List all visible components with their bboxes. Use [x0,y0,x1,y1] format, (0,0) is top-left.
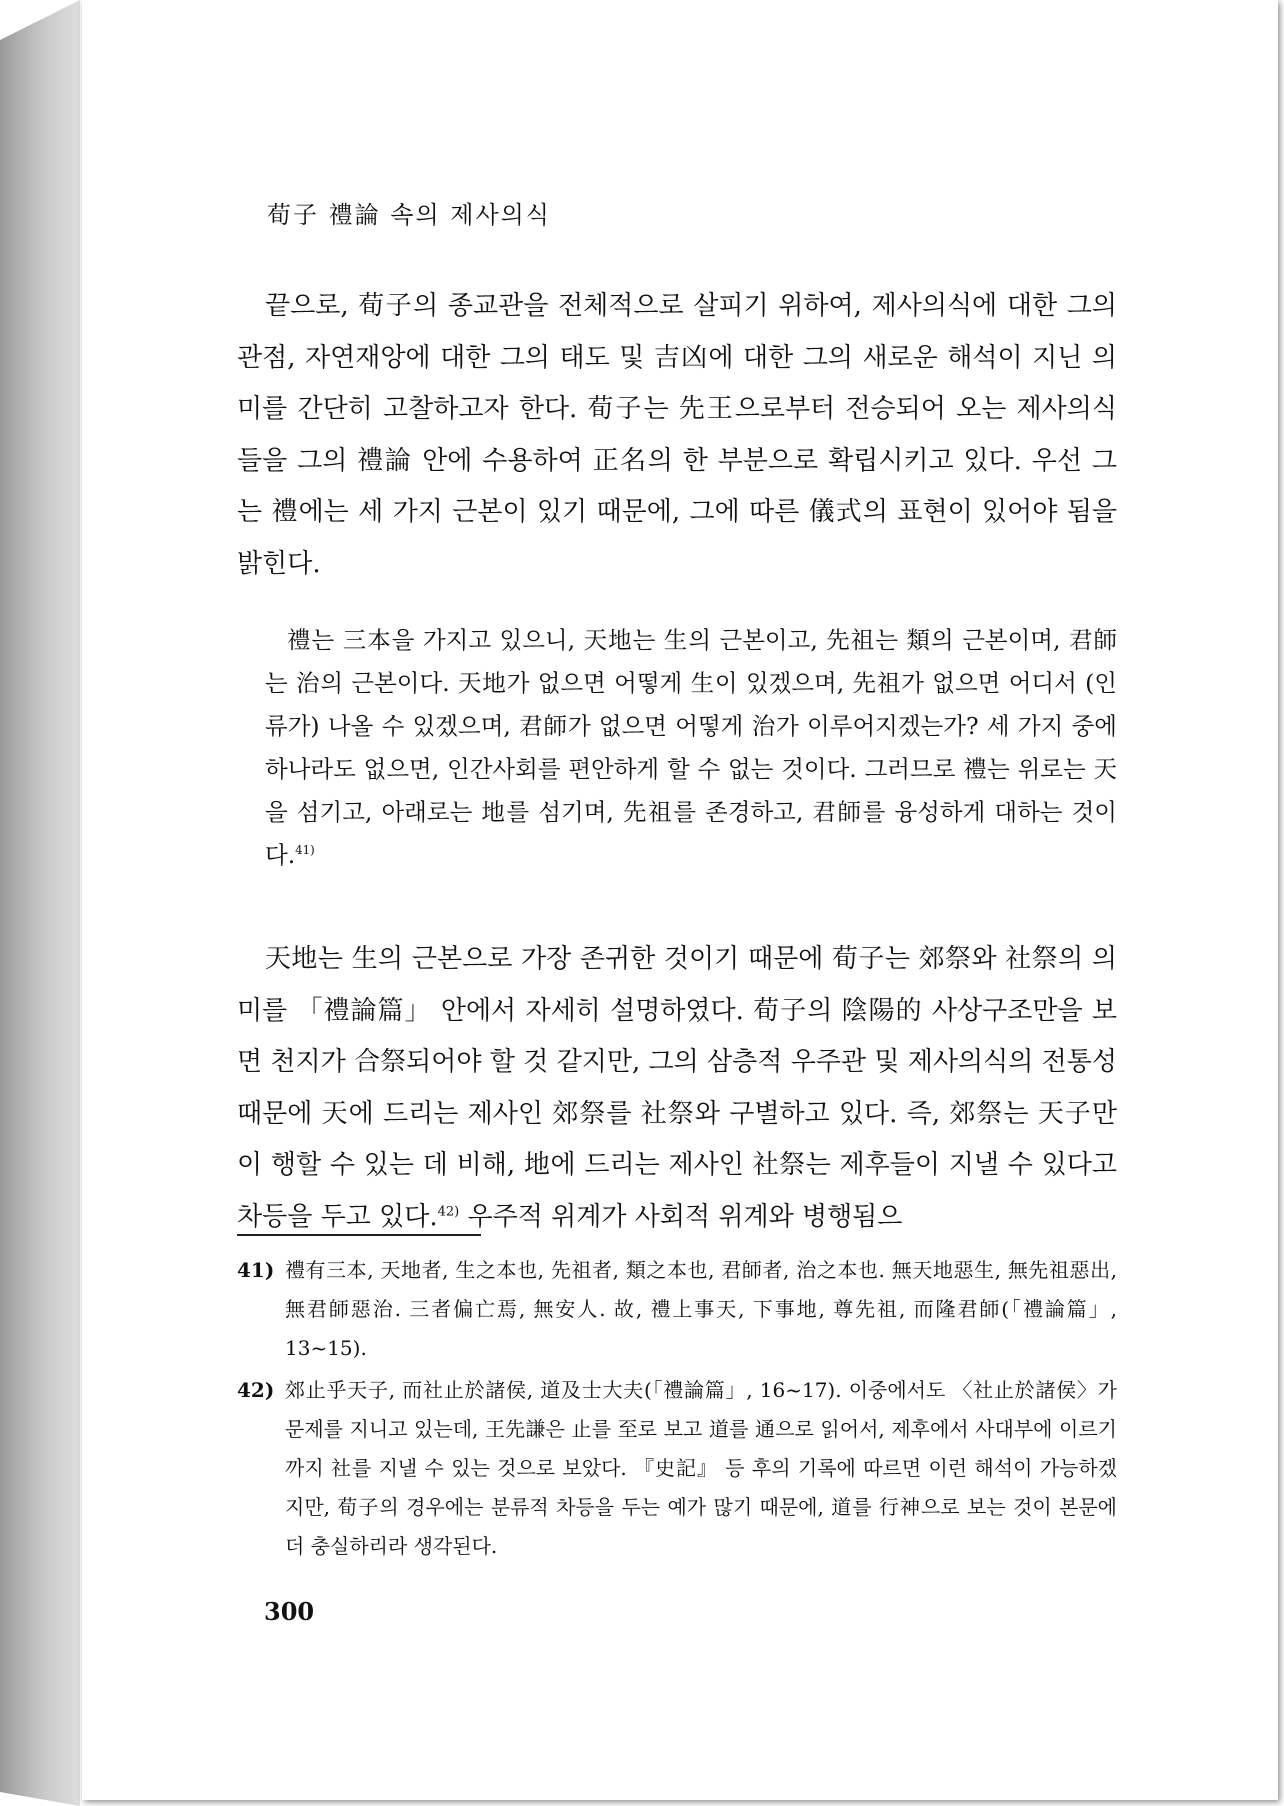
block-quote-text: 禮는 三本을 가지고 있으니, 天地는 生의 근본이고, 先祖는 類의 근본이며, 君師는 治의 근본이다. 天地가 없으면 어떻게 生이 있겠으며, 先祖가 없으면 어디서 (인류가) 나올 수 있겠으며, 君師가 없으면 어떻게 治가 이루어지겠는가? 세 가지 중에 하나라도 없으면, 인간사회를 편안하게 할 수 없는 것이다. 그러므로 禮는 위로는 天을 섬기고, 아래로는 地를 섬기며, 先祖를 존경하고, 君師를 융성하게 대하는 것이다. [265,626,1117,869]
page-number: 300 [264,1597,315,1626]
footnote [237,1371,1117,1566]
body-paragraph [237,934,1117,1243]
book-page [82,0,1278,1800]
footnote-rule [237,1234,481,1236]
footnote-text: 郊止乎天子, 而社止於諸侯, 道及士大夫(「禮論篇」, 16~17). 이중에서도 〈社止於諸侯〉가 문제를 지니고 있는데, 王先謙은 止를 至로 보고 道를 通으로 읽어서, 제후에서 사대부에 이르기까지 社를 지낼 수 있는 것으로 보았다. 『史記』 등 후의 기록에 따르면 이런 해석이 가능하겠지만, 荀子의 경우에는 분류적 차등을 두는 예가 많기 때문에, 道를 行神으로 보는 것이 본문에 더 충실하리라 생각된다. [285,1378,1117,1558]
block-quote [265,619,1117,877]
footnote-ref[interactable]: 41) [295,843,315,858]
footnote-number: 42) [237,1378,275,1402]
body-paragraph: 끝으로, 荀子의 종교관을 전체적으로 살피기 위하여, 제사의식에 대한 그의 관점, 자연재앙에 대한 그의 태도 및 吉凶에 대한 그의 새로운 해석이 지닌 의미를 간단히 고찰하고자 한다. 荀子는 先王으로부터 전승되어 오는 제사의식들을 그의 禮論 안에 수용하여 正名의 한 부분으로 확립시키고 있다. 우선 그는 禮에는 세 가지 근본이 있기 때문에, 그에 따른 儀式의 표현이 있어야 됨을 밝힌다. [237,291,1117,579]
book-edge [0,0,80,1806]
footnotes [237,1251,1117,1569]
body-paragraph-text: 天地는 生의 근본으로 가장 존귀한 것이기 때문에 荀子는 郊祭와 社祭의 의미를 「禮論篇」 안에서 자세히 설명하였다. 荀子의 陰陽的 사상구조만을 보면 천지가 合祭되어야 할 것 같지만, 그의 삼층적 우주관 및 제사의식의 전통성 때문에 天에 드리는 제사인 郊祭를 社祭와 구별하고 있다. 즉, 郊祭는 天子만이 행할 수 있는 데 비해, 地에 드리는 제사인 社祭는 제후들이 지낼 수 있다고 차등을 두고 있다. [237,944,1117,1232]
footnote [237,1251,1117,1368]
body-paragraph-text: 우주적 위계가 사회적 위계와 병행됨으 [459,1201,903,1232]
footnote-number: 41) [237,1258,275,1282]
running-header: 荀子 禮論 속의 제사의식 [267,201,551,229]
footnote-ref[interactable]: 42) [437,1203,460,1219]
footnote-text: 禮有三本, 天地者, 生之本也, 先祖者, 類之本也, 君師者, 治之本也. 無天地惡生, 無先祖惡出, 無君師惡治. 三者偏亡焉, 無安人. 故, 禮上事天, 下事地, 尊先祖, 而隆君師(「禮論篇」, 13~15). [285,1258,1117,1360]
